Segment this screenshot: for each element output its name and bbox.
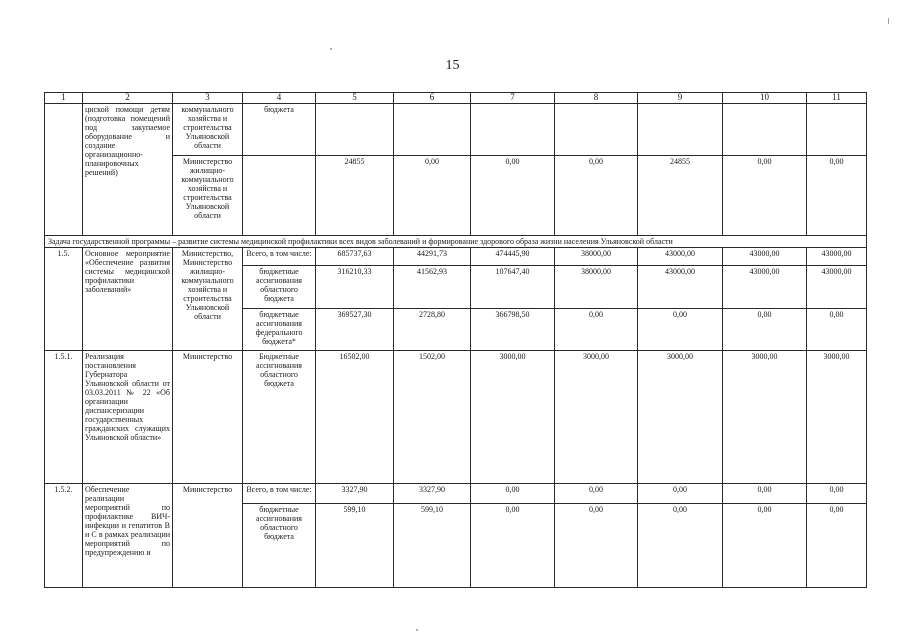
- item-number-cell: 1.5.1.: [45, 351, 83, 484]
- task-heading: Задача государственной программы – развитие системы медицинской профилактики всех видов заболеваний и формирование здорового образа жизни населения Ульяновской области: [45, 236, 867, 248]
- value-cell: 316210,33: [316, 266, 394, 309]
- page-number: 15: [445, 58, 460, 73]
- value-cell: 0,00: [638, 504, 723, 588]
- value-cell: [807, 104, 867, 156]
- item-number-cell: 1.5.2.: [45, 484, 83, 588]
- value-cell: 16502,00: [316, 351, 394, 484]
- source-cell: Всего, в том числе:: [243, 484, 316, 504]
- value-cell: [471, 104, 555, 156]
- value-cell: [316, 104, 394, 156]
- value-cell: 0,00: [555, 156, 638, 236]
- value-cell: 38000,00: [555, 266, 638, 309]
- task-heading-row: [45, 236, 867, 248]
- source-cell: Всего, в том числе:: [243, 248, 316, 266]
- value-cell: 0,00: [471, 504, 555, 588]
- item-name-cell: Основное мероприятие «Обеспечение развития системы медицинской профилактики заболеваний»: [83, 248, 173, 351]
- org-cell: Министерство: [173, 351, 243, 484]
- value-cell: [555, 104, 638, 156]
- column-header: 7: [471, 93, 555, 104]
- value-cell: 0,00: [723, 309, 807, 351]
- source-cell: бюджета: [243, 104, 316, 156]
- header-row: [45, 93, 867, 104]
- value-cell: 44291,73: [394, 248, 471, 266]
- value-cell: 41562,93: [394, 266, 471, 309]
- column-header: 2: [83, 93, 173, 104]
- value-cell: 0,00: [723, 504, 807, 588]
- org-cell: Министерство: [173, 484, 243, 588]
- org-cell: Министерство, Министерство жилищно-коммунального хозяйства и строительства Ульяновской области: [173, 248, 243, 351]
- value-cell: 0,00: [555, 484, 638, 504]
- value-cell: 0,00: [807, 309, 867, 351]
- value-cell: 43000,00: [807, 248, 867, 266]
- value-cell: 3327,90: [394, 484, 471, 504]
- value-cell: 685737,63: [316, 248, 394, 266]
- value-cell: 24855: [316, 156, 394, 236]
- org-cell: коммунального хозяйства и строительства Ульяновской области: [173, 104, 243, 156]
- value-cell: 43000,00: [638, 248, 723, 266]
- table-row: [45, 248, 867, 266]
- value-cell: [638, 104, 723, 156]
- value-cell: 24855: [638, 156, 723, 236]
- value-cell: 43000,00: [723, 248, 807, 266]
- value-cell: 43000,00: [807, 266, 867, 309]
- source-cell: бюджетные ассигнования областного бюджета: [243, 504, 316, 588]
- column-header: 9: [638, 93, 723, 104]
- value-cell: 0,00: [638, 484, 723, 504]
- column-header: 5: [316, 93, 394, 104]
- item-name-cell: Реализация постановления Губернатора Ульяновской области от 03.03.2011 № 22 «Об организации диспансеризации государственных гражданских служащих Ульяновской области»: [83, 351, 173, 484]
- table-row: [45, 351, 867, 484]
- table-row: [45, 104, 867, 156]
- source-cell: бюджетные ассигнования областного бюджета: [243, 266, 316, 309]
- value-cell: 43000,00: [723, 266, 807, 309]
- item-name-cell: циской помощи детям (подготовка помещений под закупаемое оборудование и создание организационно-планировочных решений): [83, 104, 173, 236]
- value-cell: 369527,30: [316, 309, 394, 351]
- column-header: 3: [173, 93, 243, 104]
- value-cell: 599,10: [394, 504, 471, 588]
- value-cell: 3000,00: [807, 351, 867, 484]
- value-cell: 0,00: [471, 484, 555, 504]
- scan-speck: [888, 18, 889, 24]
- item-number-cell: 1.5.: [45, 248, 83, 351]
- value-cell: 0,00: [638, 309, 723, 351]
- column-header: 11: [807, 93, 867, 104]
- column-header: 6: [394, 93, 471, 104]
- value-cell: [394, 104, 471, 156]
- budget-table: [44, 92, 867, 588]
- source-cell: Бюджетные ассигнования областного бюджета: [243, 351, 316, 484]
- column-header: 4: [243, 93, 316, 104]
- item-number-cell: [45, 104, 83, 236]
- value-cell: 0,00: [555, 309, 638, 351]
- value-cell: 3000,00: [555, 351, 638, 484]
- value-cell: 43000,00: [638, 266, 723, 309]
- item-name-cell: Обеспечение реализации мероприятий по профилактике ВИЧ-инфекции и гепатитов В и С в рамках реализации мероприятий по предупреждению и: [83, 484, 173, 588]
- column-header: 1: [45, 93, 83, 104]
- column-header: 10: [723, 93, 807, 104]
- value-cell: 3327,90: [316, 484, 394, 504]
- value-cell: 3000,00: [471, 351, 555, 484]
- value-cell: 2728,80: [394, 309, 471, 351]
- scan-speck: [330, 48, 332, 50]
- value-cell: 0,00: [394, 156, 471, 236]
- org-cell: Министерство жилищно-коммунального хозяйства и строительства Ульяновской области: [173, 156, 243, 236]
- source-cell: [243, 156, 316, 236]
- value-cell: 0,00: [807, 484, 867, 504]
- value-cell: 0,00: [807, 504, 867, 588]
- value-cell: 599,10: [316, 504, 394, 588]
- value-cell: 474445,90: [471, 248, 555, 266]
- value-cell: 366798,50: [471, 309, 555, 351]
- table-row: [45, 484, 867, 504]
- value-cell: 0,00: [807, 156, 867, 236]
- value-cell: 107647,40: [471, 266, 555, 309]
- source-cell: бюджетные ассигнования федерального бюджета*: [243, 309, 316, 351]
- value-cell: 3000,00: [723, 351, 807, 484]
- value-cell: 0,00: [723, 156, 807, 236]
- scan-speck: [416, 629, 418, 631]
- column-header: 8: [555, 93, 638, 104]
- value-cell: 38000,00: [555, 248, 638, 266]
- value-cell: 1502,00: [394, 351, 471, 484]
- value-cell: 0,00: [555, 504, 638, 588]
- value-cell: [723, 104, 807, 156]
- value-cell: 3000,00: [638, 351, 723, 484]
- value-cell: 0,00: [723, 484, 807, 504]
- value-cell: 0,00: [471, 156, 555, 236]
